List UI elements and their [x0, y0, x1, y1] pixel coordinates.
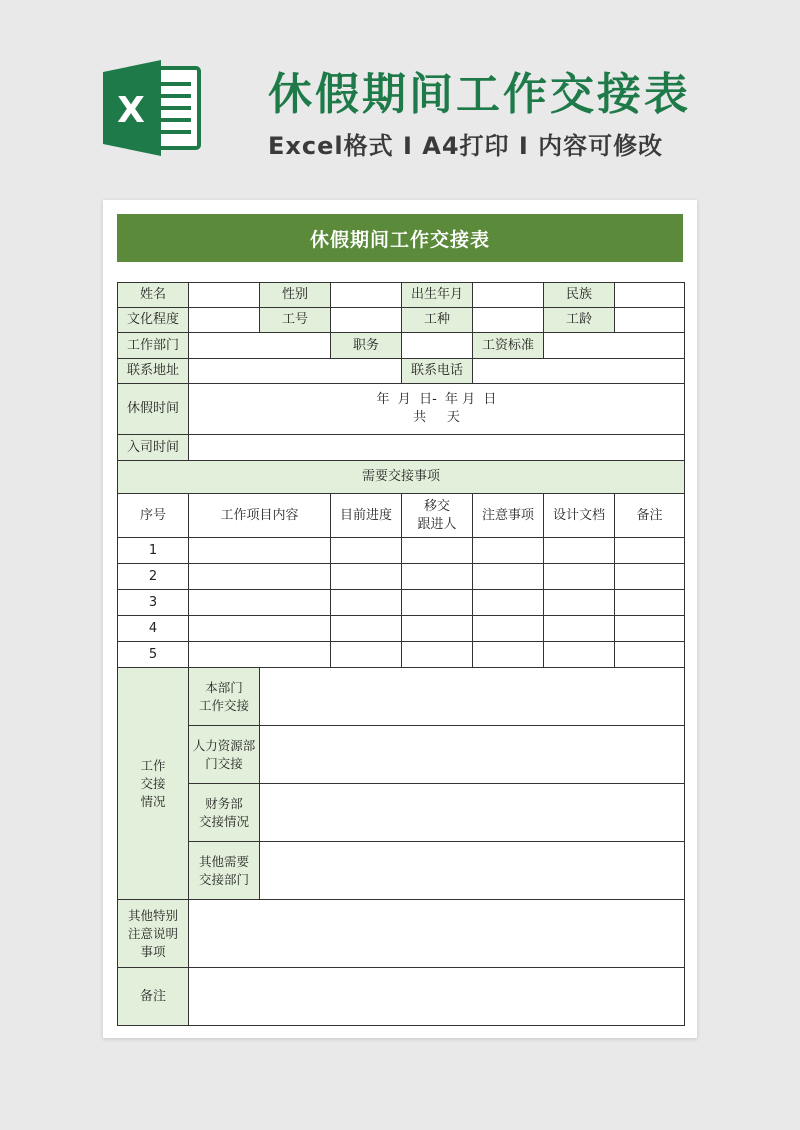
ethnicity-field[interactable]: [615, 283, 685, 308]
follower-cell[interactable]: [402, 590, 473, 616]
handover-row: [118, 784, 685, 842]
department-field[interactable]: [189, 333, 331, 359]
handover-status-label: 工作 交接 情况: [118, 668, 189, 900]
leave-time-field[interactable]: [189, 384, 685, 435]
join-date-label: 入司时间: [118, 435, 189, 461]
handover-row: [118, 726, 685, 784]
education-label: 文化程度: [118, 308, 189, 333]
row-index: 4: [118, 616, 189, 642]
other-dept-handover-label: 其他需要 交接部门: [189, 842, 260, 900]
finance-handover-field[interactable]: [260, 784, 685, 842]
remark-cell[interactable]: [615, 564, 685, 590]
design-doc-cell[interactable]: [544, 642, 615, 668]
col-header-remark: 备注: [615, 494, 685, 538]
job-type-field[interactable]: [473, 308, 544, 333]
employee-id-field[interactable]: [331, 308, 402, 333]
other-dept-handover-field[interactable]: [260, 842, 685, 900]
item-content-cell[interactable]: [189, 616, 331, 642]
leave-time-label: 休假时间: [118, 384, 189, 435]
follower-cell[interactable]: [402, 616, 473, 642]
department-label: 工作部门: [118, 333, 189, 359]
handover-items-section-title: 需要交接事项: [118, 461, 685, 494]
gender-label: 性别: [260, 283, 331, 308]
item-content-cell[interactable]: [189, 642, 331, 668]
remark-cell[interactable]: [615, 616, 685, 642]
remark-row: [118, 968, 685, 1026]
position-label: 职务: [331, 333, 402, 359]
seniority-field[interactable]: [615, 308, 685, 333]
hr-handover-field[interactable]: [260, 726, 685, 784]
form-banner: 休假期间工作交接表: [117, 214, 683, 262]
progress-cell[interactable]: [331, 616, 402, 642]
address-field[interactable]: [189, 359, 402, 384]
notes-cell[interactable]: [473, 590, 544, 616]
item-content-cell[interactable]: [189, 538, 331, 564]
gender-field[interactable]: [331, 283, 402, 308]
join-date-field[interactable]: [189, 435, 685, 461]
phone-field[interactable]: [473, 359, 685, 384]
leave-row: [118, 384, 685, 435]
page-header: [0, 0, 800, 190]
dept-handover-label: 本部门 工作交接: [189, 668, 260, 726]
progress-cell[interactable]: [331, 642, 402, 668]
section-row: [118, 461, 685, 494]
col-header-design-doc: 设计文档: [544, 494, 615, 538]
notes-cell[interactable]: [473, 538, 544, 564]
excel-logo-icon: [103, 60, 203, 156]
seniority-label: 工龄: [544, 308, 615, 333]
handover-form-table: [117, 282, 685, 1026]
birth-label: 出生年月: [402, 283, 473, 308]
address-label: 联系地址: [118, 359, 189, 384]
phone-label: 联系电话: [402, 359, 473, 384]
finance-handover-label: 财务部 交接情况: [189, 784, 260, 842]
table-row: [118, 642, 685, 668]
col-header-follower: 移交 跟进人: [402, 494, 473, 538]
notes-cell[interactable]: [473, 616, 544, 642]
birth-field[interactable]: [473, 283, 544, 308]
page-title: 休假期间工作交接表: [268, 69, 691, 120]
leave-date-range: 年 月 日- 年 月 日: [376, 392, 497, 407]
col-header-progress: 目前进度: [331, 494, 402, 538]
design-doc-cell[interactable]: [544, 616, 615, 642]
hr-handover-label: 人力资源部 门交接: [189, 726, 260, 784]
info-row-1: [118, 283, 685, 308]
remark-cell[interactable]: [615, 642, 685, 668]
row-index: 1: [118, 538, 189, 564]
design-doc-cell[interactable]: [544, 564, 615, 590]
remark-field[interactable]: [189, 968, 685, 1026]
info-row-2: [118, 308, 685, 333]
table-row: [118, 564, 685, 590]
leave-total-days: 共 天: [413, 410, 460, 425]
design-doc-cell[interactable]: [544, 538, 615, 564]
design-doc-cell[interactable]: [544, 590, 615, 616]
row-index: 5: [118, 642, 189, 668]
salary-field[interactable]: [544, 333, 685, 359]
row-index: 3: [118, 590, 189, 616]
name-field[interactable]: [189, 283, 260, 308]
progress-cell[interactable]: [331, 590, 402, 616]
position-field[interactable]: [402, 333, 473, 359]
svg-text:X: X: [117, 90, 145, 131]
page-subtitle: Excel格式 I A4打印 I 内容可修改: [268, 132, 664, 160]
special-notes-label: 其他特别 注意说明 事项: [118, 900, 189, 968]
notes-cell[interactable]: [473, 564, 544, 590]
col-header-content: 工作项目内容: [189, 494, 331, 538]
follower-cell[interactable]: [402, 642, 473, 668]
item-content-cell[interactable]: [189, 590, 331, 616]
col-header-index: 序号: [118, 494, 189, 538]
col-header-notes: 注意事项: [473, 494, 544, 538]
progress-cell[interactable]: [331, 564, 402, 590]
education-field[interactable]: [189, 308, 260, 333]
handover-row: [118, 668, 685, 726]
remark-cell[interactable]: [615, 538, 685, 564]
special-notes-row: [118, 900, 685, 968]
info-row-4: [118, 359, 685, 384]
name-label: 姓名: [118, 283, 189, 308]
table-row: [118, 590, 685, 616]
progress-cell[interactable]: [331, 538, 402, 564]
info-row-3: [118, 333, 685, 359]
remark-label: 备注: [118, 968, 189, 1026]
follower-cell[interactable]: [402, 538, 473, 564]
follower-cell[interactable]: [402, 564, 473, 590]
salary-label: 工资标准: [473, 333, 544, 359]
special-notes-field[interactable]: [189, 900, 685, 968]
job-type-label: 工种: [402, 308, 473, 333]
items-header-row: [118, 494, 685, 538]
table-row: [118, 538, 685, 564]
notes-cell[interactable]: [473, 642, 544, 668]
dept-handover-field[interactable]: [260, 668, 685, 726]
join-row: [118, 435, 685, 461]
table-row: [118, 616, 685, 642]
remark-cell[interactable]: [615, 590, 685, 616]
row-index: 2: [118, 564, 189, 590]
item-content-cell[interactable]: [189, 564, 331, 590]
ethnicity-label: 民族: [544, 283, 615, 308]
employee-id-label: 工号: [260, 308, 331, 333]
handover-row: [118, 842, 685, 900]
